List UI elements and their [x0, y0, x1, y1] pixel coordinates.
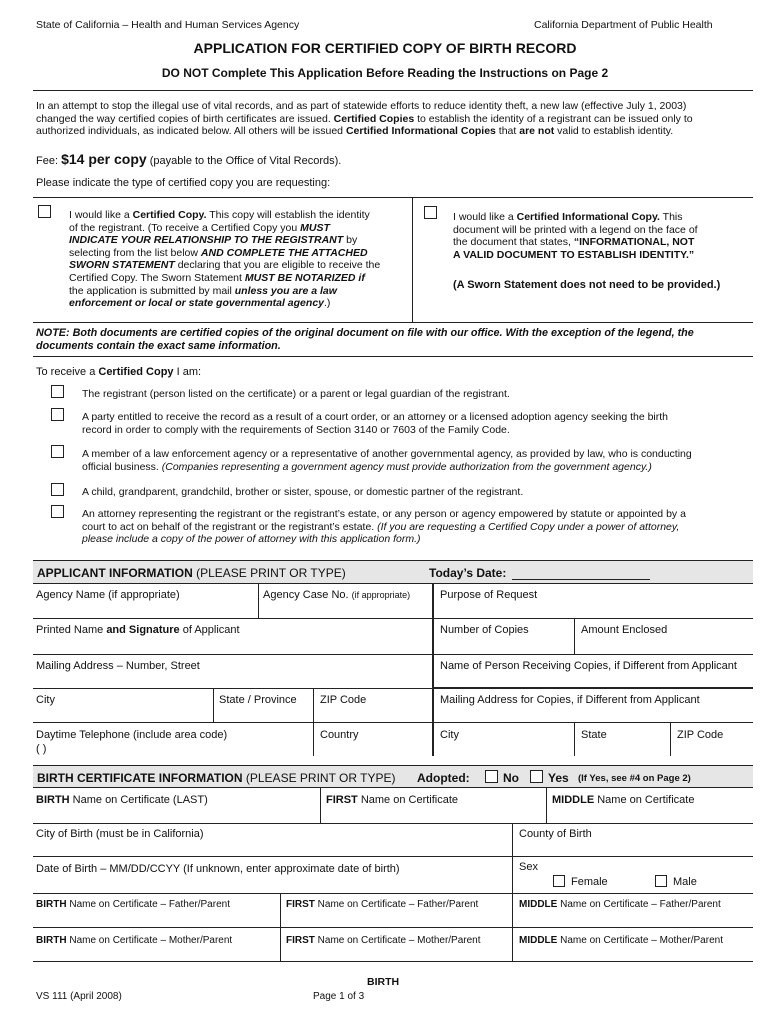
purpose-label: Purpose of Request: [440, 589, 538, 601]
birth-heading: [37, 771, 395, 785]
birth-heading-bold: BIRTH CERTIFICATE INFORMATION: [37, 771, 243, 785]
header-divider: [33, 90, 753, 91]
form-id: VS 111 (April 2008): [36, 991, 122, 1002]
zip-label: ZIP Code: [320, 694, 367, 706]
eligibility-option-text: court to act on behalf of the registrant or the registrant’s estate.: [82, 520, 378, 533]
applicant-header-bottom: [33, 583, 753, 584]
birth-header-bottom: [33, 787, 753, 788]
row-line: [258, 618, 432, 619]
fee-label: Fee:: [36, 155, 62, 167]
eligibility-option-text: record in order to comply with the requirements of Section 3140 or 7603 of the Family Code.: [82, 423, 510, 436]
sex-male-checkbox[interactable]: [655, 875, 667, 887]
agency-name-label: Agency Name (if appropriate): [36, 589, 180, 601]
adopted-yes-note: (If Yes, see #4 on Page 2): [578, 773, 691, 784]
description-segment: This copy will establish the identity: [206, 209, 370, 221]
row-line: [33, 927, 753, 928]
description-line: [69, 247, 409, 260]
page-number: Page 1 of 3: [313, 991, 365, 1002]
eligibility-option: [82, 388, 510, 401]
zip2-label: ZIP Code: [677, 729, 724, 741]
row-line: [33, 654, 753, 655]
informational-copy-description: [453, 211, 753, 261]
col-divider-thick: [432, 654, 434, 688]
city-of-birth-label: City of Birth (must be in California): [36, 828, 204, 840]
intro-bold: Certified Copies: [333, 112, 415, 125]
birth-middle-text: Name on Certificate: [594, 794, 695, 806]
father-middle-bold: MIDDLE: [519, 899, 558, 910]
mother-middle-name-field[interactable]: [514, 946, 751, 961]
description-segment: This: [659, 211, 683, 223]
fee-line: [36, 152, 341, 168]
intro-bold: are not: [519, 125, 555, 138]
description-segment: MUST: [300, 221, 330, 234]
description-segment: ”: [688, 248, 695, 261]
description-segment: Certified Copy.: [132, 209, 207, 221]
row-divider: [546, 787, 547, 823]
mother-middle-text: Name on Certificate – Mother/Parent: [557, 935, 723, 946]
copy-box-divider: [412, 197, 413, 322]
mother-middle-bold: MIDDLE: [519, 935, 558, 946]
adopted-yes-checkbox[interactable]: [530, 770, 543, 783]
father-middle-name-label: [519, 898, 721, 911]
description-line: [69, 297, 409, 310]
zip-field[interactable]: [315, 706, 430, 722]
eligibility-law-enforcement-checkbox[interactable]: [51, 445, 64, 458]
note-divider: [33, 356, 753, 357]
description-segment: INDICATE YOUR RELATIONSHIP TO THE REGISTRANT: [69, 234, 344, 247]
description-segment: AND COMPLETE THE ATTACHED: [200, 246, 368, 259]
eligibility-option: [82, 411, 668, 436]
applicant-heading-normal: (PLEASE PRINT OR TYPE): [192, 566, 346, 580]
intro-text: valid to establish identity.: [554, 125, 674, 138]
adopted-no-checkbox[interactable]: [485, 770, 498, 783]
num-copies-field[interactable]: [435, 636, 571, 654]
printed-name-text: Printed Name: [36, 624, 107, 636]
mother-first-bold: FIRST: [286, 935, 315, 946]
description-segment: .): [324, 297, 331, 310]
eligibility-option-text: A child, grandparent, grandchild, brother or sister, spouse, or domestic partner of the registrant.: [82, 486, 524, 498]
description-segment: of the registrant. (To receive a Certified Copy you: [69, 221, 301, 234]
row-line: [33, 618, 258, 619]
sex-female-checkbox[interactable]: [553, 875, 565, 887]
birth-last-name-field[interactable]: [34, 806, 318, 822]
description-segment: the document that states,: [453, 236, 574, 249]
description-segment: by: [343, 234, 358, 247]
county-of-birth-field[interactable]: [514, 840, 751, 856]
eligibility-relative-checkbox[interactable]: [51, 483, 64, 496]
eligibility-court-order-checkbox[interactable]: [51, 408, 64, 421]
row-line: [33, 688, 432, 689]
copy-box-bottom: [33, 322, 753, 323]
certified-copy-checkbox[interactable]: [38, 205, 51, 218]
state2-field[interactable]: [577, 741, 668, 755]
documents-note: [36, 327, 694, 352]
eligibility-option-italic: (If you are requesting a Certified Copy under a power of attorney,: [377, 520, 680, 533]
father-birth-bold: BIRTH: [36, 899, 67, 910]
row-line: [33, 893, 753, 894]
row-divider: [512, 823, 513, 893]
eligibility-option-text: A member of a law enforcement agency or a representative of another governmental agency, as provided by law, who is conducting: [82, 448, 692, 460]
birth-first-name-field[interactable]: [322, 806, 544, 822]
phone-label: Daytime Telephone (include area code): [36, 729, 228, 741]
eligibility-option-text: An attorney representing the registrant or the registrant’s estate, or any person or agency empowered by statute or appointed by a: [82, 508, 686, 520]
birth-last-text: Name on Certificate (LAST): [69, 794, 208, 806]
country-label: Country: [320, 729, 359, 741]
purpose-field[interactable]: [435, 602, 751, 618]
description-line: [453, 211, 753, 224]
state-province-field[interactable]: [215, 706, 311, 722]
agency-case-text: Agency Case No.: [263, 589, 352, 601]
eligibility-option: [82, 486, 523, 499]
birth-first-bold: FIRST: [326, 794, 358, 806]
description-line: [69, 259, 409, 272]
intro-text: to establish the identity of a registrant can be issued only to: [414, 112, 693, 125]
eligibility-option: [82, 508, 686, 546]
note-line-2: documents contain the exact same information.: [36, 339, 281, 352]
eligibility-option-text: official business.: [82, 460, 162, 473]
form-title: APPLICATION FOR CERTIFIED COPY OF BIRTH RECORD: [193, 40, 577, 56]
country-field[interactable]: [315, 741, 430, 755]
row-divider: [574, 722, 575, 756]
agency-name-left: State of California – Health and Human Services Agency: [36, 19, 300, 31]
description-line: [453, 224, 753, 237]
intro-paragraph: [36, 100, 693, 138]
city2-field[interactable]: [435, 741, 571, 755]
printed-name-bold: and Signature: [106, 624, 180, 636]
intro-line-1: In an attempt to stop the illegal use of vital records, and as part of statewide efforts to reduce identity theft, a new law (effective July 1, 2003): [36, 100, 687, 112]
sex-label: Sex: [519, 861, 538, 873]
eligibility-lead-text: To receive a: [36, 366, 99, 378]
county-of-birth-label: County of Birth: [519, 828, 592, 840]
description-line: [453, 249, 753, 262]
agency-case-field[interactable]: [260, 594, 430, 616]
description-segment: I would like a: [69, 209, 133, 221]
mother-birth-text: Name on Certificate – Mother/Parent: [66, 935, 233, 946]
father-birth-name-field[interactable]: [34, 911, 278, 927]
todays-date-field[interactable]: [512, 579, 650, 580]
mail-copies-label: Mailing Address for Copies, if Different from Applicant: [440, 694, 700, 706]
eligibility-lead-bold: Certified Copy: [98, 366, 174, 378]
copy-box-top: [33, 197, 753, 198]
date-of-birth-field[interactable]: [34, 876, 510, 892]
father-first-name-field[interactable]: [282, 911, 510, 927]
birth-heading-normal: (PLEASE PRINT OR TYPE): [242, 771, 396, 785]
phone-field[interactable]: ( ): [36, 743, 47, 755]
eligibility-option-text: A party entitled to receive the record as a result of a court order, or an attorney or a licensed adoption agency seeking the birth: [82, 411, 669, 423]
city-of-birth-field[interactable]: [34, 840, 510, 856]
intro-text: changed the way certified copies of birth certificates are issued.: [36, 112, 334, 125]
row-divider: [258, 583, 259, 618]
eligibility-option-italic: please include a copy of the power of attorney with this application form.): [82, 533, 421, 546]
description-segment: A VALID DOCUMENT TO ESTABLISH IDENTITY.: [453, 248, 689, 261]
intro-line-3: [36, 125, 693, 138]
description-line: [69, 222, 409, 235]
row-divider: [213, 688, 214, 722]
city-label: City: [36, 694, 55, 706]
row-line: [33, 722, 753, 723]
description-segment: I would like a: [453, 211, 517, 223]
description-segment: selecting from the list below: [69, 246, 201, 259]
agency-name-field[interactable]: [34, 594, 256, 616]
birth-middle-name-field[interactable]: [548, 806, 751, 822]
birth-first-text: Name on Certificate: [357, 794, 459, 806]
mail-copies-field[interactable]: [435, 706, 751, 722]
description-segment: document will be printed with a legend on the face of: [453, 223, 698, 236]
eligibility-attorney-checkbox[interactable]: [51, 505, 64, 518]
adopted-yes-label: Yes: [548, 771, 569, 785]
intro-bold: Certified Informational Copies: [345, 125, 496, 138]
father-first-name-label: [286, 898, 478, 911]
date-of-birth-label: Date of Birth – MM/DD/CCYY (If unknown, enter approximate date of birth): [36, 863, 400, 875]
row-line: [432, 618, 753, 619]
mailing-address-label: Mailing Address – Number, Street: [36, 660, 200, 672]
city-field[interactable]: [34, 706, 210, 722]
sex-male-label: Male: [673, 876, 697, 888]
description-line: [69, 285, 409, 298]
eligibility-registrant-checkbox[interactable]: [51, 385, 64, 398]
indicate-copy-type: Please indicate the type of certified copy you are requesting:: [36, 177, 331, 189]
todays-date-label: Today’s Date:: [429, 566, 507, 580]
father-first-bold: FIRST: [286, 899, 315, 910]
mother-first-name-field[interactable]: [282, 946, 510, 961]
intro-text: that: [495, 125, 520, 138]
sex-female-label: Female: [571, 876, 608, 888]
row-divider: [574, 618, 575, 654]
father-birth-name-label: [36, 898, 230, 911]
mother-birth-bold: BIRTH: [36, 935, 67, 946]
row-line-thick: [432, 687, 753, 689]
description-line: [453, 236, 753, 249]
form-subtitle: DO NOT Complete This Application Before Reading the Instructions on Page 2: [161, 66, 609, 80]
informational-copy-note: (A Sworn Statement does not need to be provided.): [453, 279, 721, 291]
certified-copy-description: [69, 209, 409, 310]
description-segment: the application is submitted by mail: [69, 284, 235, 297]
row-divider: [670, 722, 671, 756]
intro-line-2: [36, 113, 693, 126]
row-line: [33, 856, 753, 857]
printed-name-text: of Applicant: [179, 624, 240, 636]
applicant-heading: [37, 566, 346, 580]
applicant-heading-bold: APPLICANT INFORMATION: [37, 566, 193, 580]
eligibility-option-italic: (Companies representing a government agency must provide authorization from the government agency.): [161, 460, 652, 473]
description-segment: unless you are a law: [234, 284, 337, 297]
birth-middle-bold: MIDDLE: [552, 794, 595, 806]
description-segment: declaring that you are eligible to receive the: [174, 259, 381, 272]
mother-first-text: Name on Certificate – Mother/Parent: [314, 935, 481, 946]
num-copies-label: Number of Copies: [440, 624, 529, 636]
father-first-text: Name on Certificate – Father/Parent: [314, 899, 479, 910]
mailing-address-field[interactable]: [34, 672, 430, 688]
informational-copy-checkbox[interactable]: [424, 206, 437, 219]
description-segment: SWORN STATEMENT: [69, 259, 175, 272]
description-segment: MUST BE NOTARIZED if: [244, 271, 365, 284]
intro-text: authorized individuals, as indicated below. All others will be issued: [36, 125, 346, 138]
description-segment: Certified Informational Copy.: [516, 211, 660, 223]
row-divider: [320, 787, 321, 823]
row-line: [33, 823, 753, 824]
eligibility-lead: [36, 366, 201, 379]
description-segment: Certified Copy. The Sworn Statement: [69, 271, 245, 284]
description-segment: enforcement or local or state governmental agency: [69, 297, 324, 310]
state2-label: State: [581, 729, 607, 741]
description-segment: “INFORMATIONAL, NOT: [573, 236, 695, 249]
city2-label: City: [440, 729, 459, 741]
amount-label: Amount Enclosed: [581, 624, 668, 636]
adopted-no-label: No: [503, 771, 519, 785]
section-bottom: [33, 961, 753, 962]
printed-name-field[interactable]: [34, 636, 430, 654]
father-birth-text: Name on Certificate – Father/Parent: [66, 899, 230, 910]
fee-note: (payable to the Office of Vital Records).: [146, 155, 342, 167]
description-line: [69, 209, 409, 222]
receiver-name-label: Name of Person Receiving Copies, if Different from Applicant: [440, 660, 737, 672]
note-line-1: NOTE: Both documents are certified copies of the original document on file with our office. With the exception of the legend, the: [36, 327, 694, 339]
description-line: [69, 272, 409, 285]
eligibility-option: [82, 448, 692, 473]
mother-birth-name-field[interactable]: [34, 946, 278, 961]
zip2-field[interactable]: [672, 741, 751, 755]
eligibility-lead-text: I am:: [173, 366, 202, 378]
state-province-label: State / Province: [219, 694, 297, 706]
amount-field[interactable]: [577, 636, 751, 654]
fee-amount: $14 per copy: [61, 151, 147, 167]
record-type: BIRTH: [367, 976, 400, 988]
eligibility-option-text: The registrant (person listed on the certificate) or a parent or legal guardian of the registrant.: [82, 388, 510, 400]
father-middle-text: Name on Certificate – Father/Parent: [557, 899, 721, 910]
birth-last-bold: BIRTH: [36, 794, 70, 806]
description-line: [69, 234, 409, 247]
father-middle-name-field[interactable]: [514, 911, 751, 927]
agency-name-right: California Department of Public Health: [534, 19, 713, 31]
adopted-label: Adopted:: [417, 771, 470, 785]
agency-case-note: (if appropriate): [351, 590, 411, 600]
